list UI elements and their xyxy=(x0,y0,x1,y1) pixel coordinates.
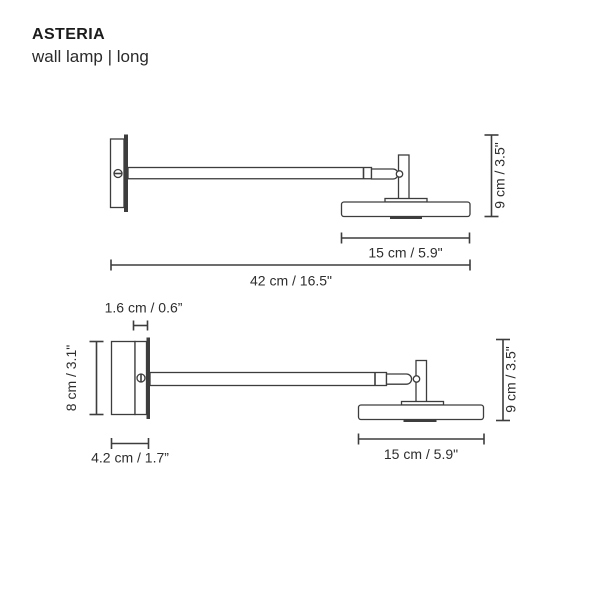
head-disc xyxy=(359,405,484,420)
pivot-icon xyxy=(413,376,419,382)
joint-link xyxy=(372,169,399,179)
dim-bottom-head-width xyxy=(359,434,485,463)
dim-label-backplate-thickness: 1.6 cm / 0.6” xyxy=(104,299,183,316)
dim-top-height xyxy=(485,135,508,217)
dim-label-mount-depth: 4.2 cm / 1.7” xyxy=(91,449,169,466)
bottom-view xyxy=(63,300,519,466)
wall-box xyxy=(112,342,136,415)
dim-label-height: 9 cm / 3.5" xyxy=(502,346,519,413)
head-lens xyxy=(390,216,422,219)
dim-bottom-backplate-thickness xyxy=(105,300,183,331)
head-lens xyxy=(404,419,437,422)
dim-top-head-width xyxy=(342,233,470,261)
top-view xyxy=(111,135,508,289)
dim-label-height: 9 cm / 3.5" xyxy=(491,142,508,209)
product-subtitle: wall lamp | long xyxy=(32,46,149,66)
product-name: ASTERIA xyxy=(32,26,106,43)
dim-bottom-mount-depth xyxy=(91,438,169,466)
dim-bottom-height xyxy=(496,340,519,421)
arm xyxy=(128,168,372,179)
head-disc xyxy=(342,202,471,217)
dim-label-head-width: 15 cm / 5.9" xyxy=(383,446,459,462)
dim-top-total-length xyxy=(111,260,470,289)
dim-label-backplate-height: 8 cm / 3.1" xyxy=(63,344,79,412)
pivot-icon xyxy=(396,171,402,177)
joint-link xyxy=(387,374,412,384)
dim-bottom-backplate-height xyxy=(63,342,104,415)
dim-label-total-length: 42 cm / 16.5" xyxy=(249,272,333,289)
dim-label-head-width: 15 cm / 5.9" xyxy=(368,244,443,261)
arm xyxy=(150,373,387,386)
